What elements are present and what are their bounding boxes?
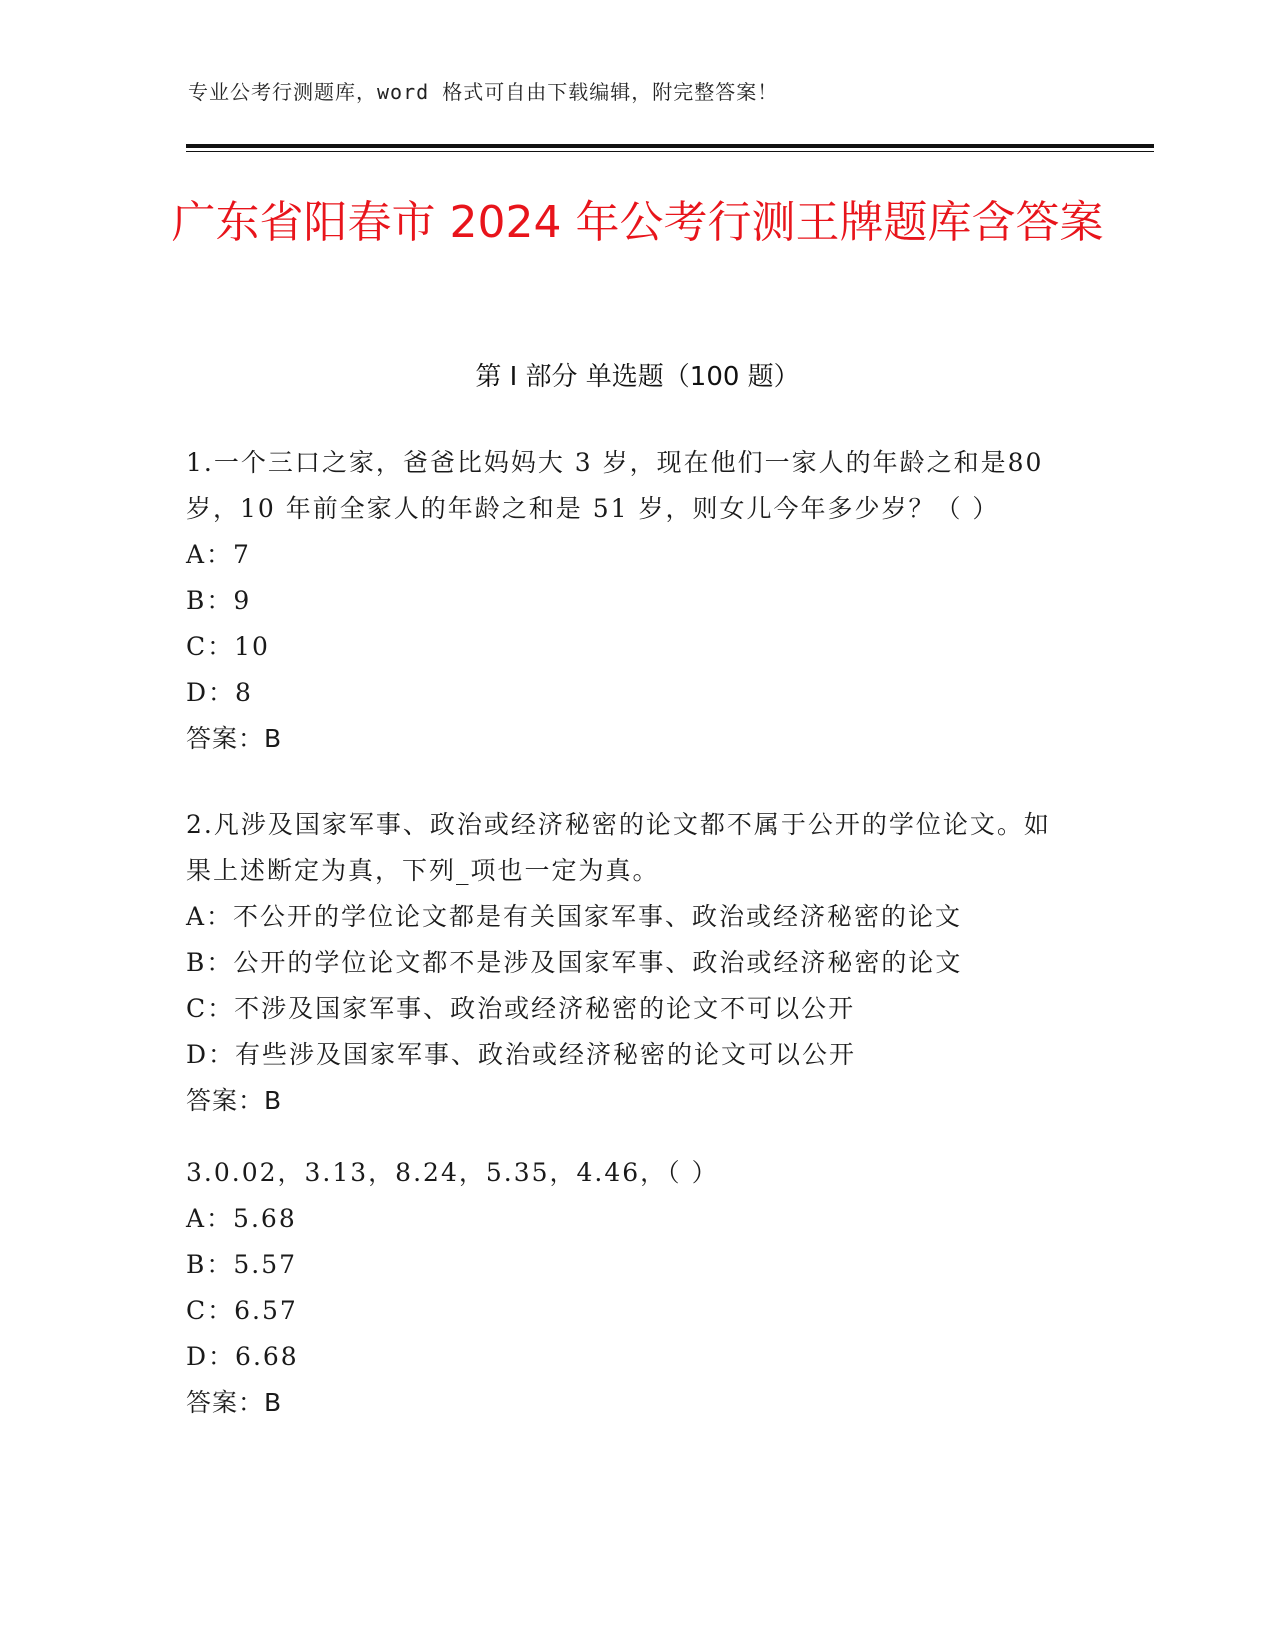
option-c: C：10 bbox=[186, 632, 270, 661]
document-title: 广东省阳春市 2024 年公考行测王牌题库含答案 bbox=[171, 197, 1104, 248]
answer: 答案：B bbox=[186, 724, 283, 753]
answer: 答案：B bbox=[186, 1086, 283, 1115]
header-rule-thick bbox=[186, 144, 1154, 148]
option-c: C：6.57 bbox=[186, 1296, 298, 1325]
option-c: C：不涉及国家军事、政治或经济秘密的论文不可以公开 bbox=[186, 994, 856, 1023]
question-stem: 2.凡涉及国家军事、政治或经济秘密的论文都不属于公开的学位论文。如果上述断定为真，下列_项也一定为真。 bbox=[186, 810, 1051, 885]
header-note: 专业公考行测题库，word 格式可自由下载编辑，附完整答案！ bbox=[188, 80, 779, 104]
option-b: B：5.57 bbox=[186, 1250, 298, 1279]
option-d: D：6.68 bbox=[186, 1342, 299, 1371]
question-list bbox=[186, 440, 1066, 1426]
option-a: A：5.68 bbox=[186, 1204, 297, 1233]
option-b: B：9 bbox=[186, 586, 252, 615]
option-a: A：7 bbox=[186, 540, 251, 569]
option-b: B：公开的学位论文都不是涉及国家军事、政治或经济秘密的论文 bbox=[186, 948, 963, 977]
answer: 答案：B bbox=[186, 1388, 283, 1417]
question-2 bbox=[186, 802, 1066, 1124]
header-rule-thin bbox=[186, 151, 1154, 152]
option-d: D：有些涉及国家军事、政治或经济秘密的论文可以公开 bbox=[186, 1040, 857, 1069]
option-a: A：不公开的学位论文都是有关国家军事、政治或经济秘密的论文 bbox=[186, 902, 963, 931]
option-d: D：8 bbox=[186, 678, 253, 707]
question-1 bbox=[186, 440, 1066, 762]
question-3 bbox=[186, 1150, 1066, 1426]
section-title: 第 I 部分 单选题（100 题） bbox=[475, 362, 800, 392]
question-stem: 3.0.02，3.13，8.24，5.35，4.46，（ ） bbox=[186, 1158, 719, 1187]
question-stem: 1.一个三口之家，爸爸比妈妈大 3 岁，现在他们一家人的年龄之和是80 岁，10 年前全家人的年龄之和是 51 岁，则女儿今年多少岁？（ ） bbox=[186, 448, 1044, 523]
